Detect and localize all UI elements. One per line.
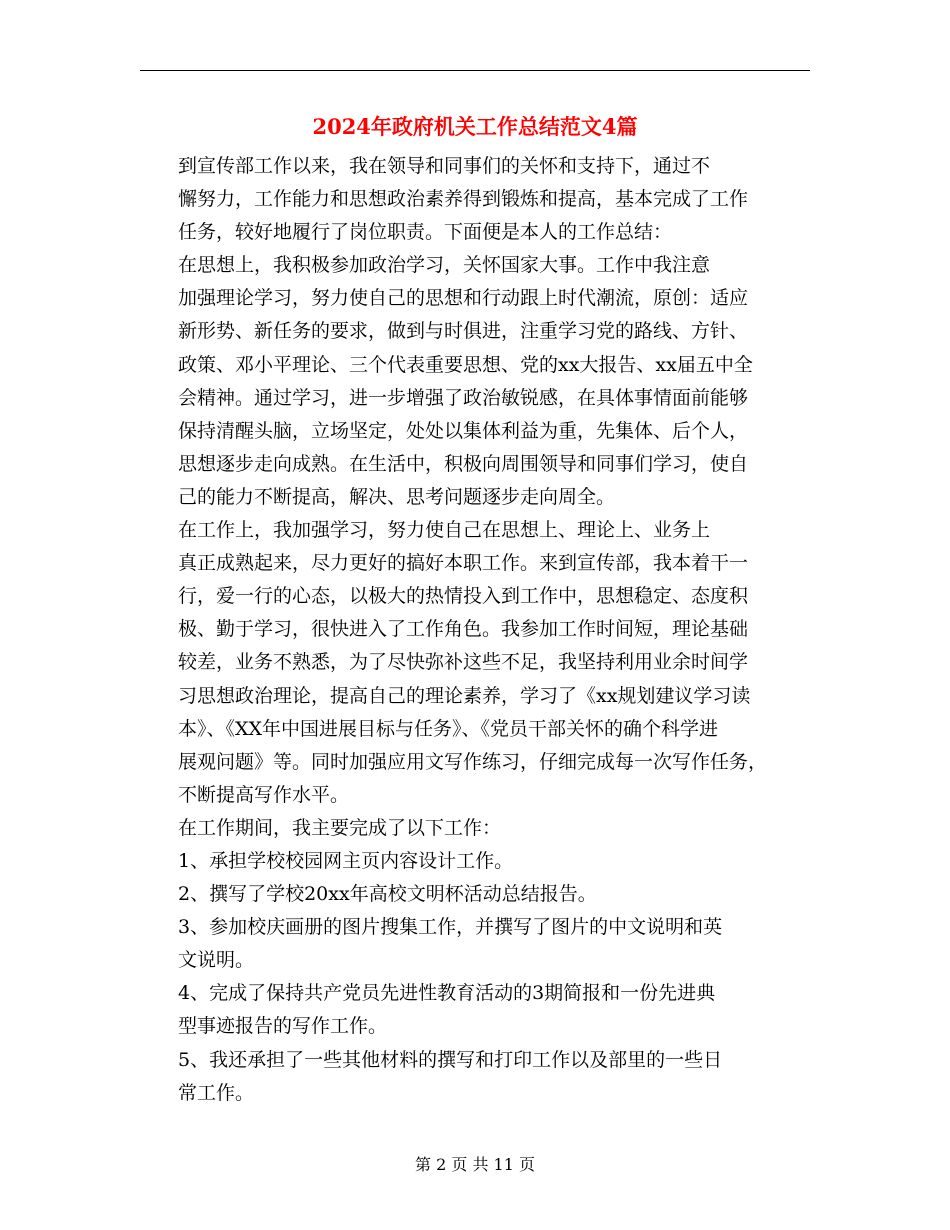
paragraph-line: 保持清醒头脑，立场坚定，处处以集体利益为重，先集体、后个人， [178, 419, 749, 442]
body-paragraph [140, 977, 810, 1043]
paragraph-line: 4、完成了保持共产党员先进性教育活动的3期简报和一份先进典 [178, 982, 716, 1005]
body-paragraph [140, 878, 810, 911]
body-paragraph [140, 911, 810, 977]
paragraph-line: 加强理论学习，努力使自己的思想和行动跟上时代潮流，原创：适应 [178, 287, 749, 310]
paragraph-line: 政策、邓小平理论、三个代表重要思想、党的xx大报告、xx届五中全 [178, 353, 753, 376]
paragraph-line: 习思想政治理论，提高自己的理论素养，学习了《xx规划建议学习读 [178, 684, 751, 707]
paragraph-line: 展观问题》等。同时加强应用文写作练习，仔细完成每一次写作任务， [178, 750, 768, 773]
paragraph-line: 极、勤于学习，很快进入了工作角色。我参加工作时间短，理论基础 [178, 618, 749, 641]
paragraph-line: 己的能力不断提高，解决、思考问题逐步走向周全。 [178, 485, 616, 508]
paragraph-line: 常工作。 [178, 1081, 255, 1104]
paragraph-line: 真正成熟起来，尽力更好的搞好本职工作。来到宣传部，我本着干一 [178, 552, 749, 575]
body-paragraph [140, 812, 810, 845]
paragraph-line: 在工作期间，我主要完成了以下工作： [178, 816, 502, 839]
paragraph-line: 在思想上，我积极参加政治学习，关怀国家大事。工作中我注意 [178, 254, 711, 277]
paragraph-line: 会精神。通过学习，进一步增强了政治敏锐感，在具体事情面前能够 [178, 386, 749, 409]
document-title: 2024年政府机关工作总结范文4篇 [312, 114, 638, 139]
document-body [140, 150, 810, 1110]
paragraph-line: 3、参加校庆画册的图片搜集工作，并撰写了图片的中文说明和英 [178, 916, 723, 939]
paragraph-line: 不断提高写作水平。 [178, 783, 350, 806]
paragraph-line: 在工作上，我加强学习，努力使自己在思想上、理论上、业务上 [178, 519, 711, 542]
paragraph-line: 到宣传部工作以来，我在领导和同事们的关怀和支持下，通过不 [178, 155, 711, 177]
paragraph-line: 2、撰写了学校20xx年高校文明杯活动总结报告。 [178, 883, 597, 906]
header-rule [140, 70, 810, 71]
paragraph-line: 型事迹报告的写作工作。 [178, 1015, 388, 1038]
paragraph-line: 新形势、新任务的要求，做到与时俱进，注重学习党的路线、方针、 [178, 320, 749, 343]
paragraph-line: 思想逐步走向成熟。在生活中，积极向周围领导和同事们学习，使自 [178, 452, 749, 475]
body-paragraph [140, 150, 810, 249]
paragraph-line: 任务，较好地履行了岗位职责。下面便是本人的工作总结： [178, 221, 673, 244]
paragraph-line: 较差，业务不熟悉，为了尽快弥补这些不足，我坚持利用业余时间学 [178, 651, 749, 674]
paragraph-line: 本》、《XX年中国进展目标与任务》、《党员干部关怀的确个科学进 [178, 717, 719, 740]
body-paragraph [140, 249, 810, 514]
paragraph-line: 行，爱一行的心态，以极大的热情投入到工作中，思想稳定、态度积 [178, 585, 749, 608]
page-number-footer: 第 2 页 共 11 页 [415, 1155, 535, 1174]
body-paragraph [140, 1044, 810, 1110]
paragraph-line: 1、承担学校校园网主页内容设计工作。 [178, 849, 514, 872]
paragraph-line: 懈努力，工作能力和思想政治素养得到锻炼和提高，基本完成了工作 [178, 188, 749, 211]
body-paragraph [140, 514, 810, 812]
paragraph-line: 文说明。 [178, 949, 255, 972]
paragraph-line: 5、我还承担了一些其他材料的撰写和打印工作以及部里的一些日 [178, 1048, 723, 1071]
body-paragraph [140, 845, 810, 878]
